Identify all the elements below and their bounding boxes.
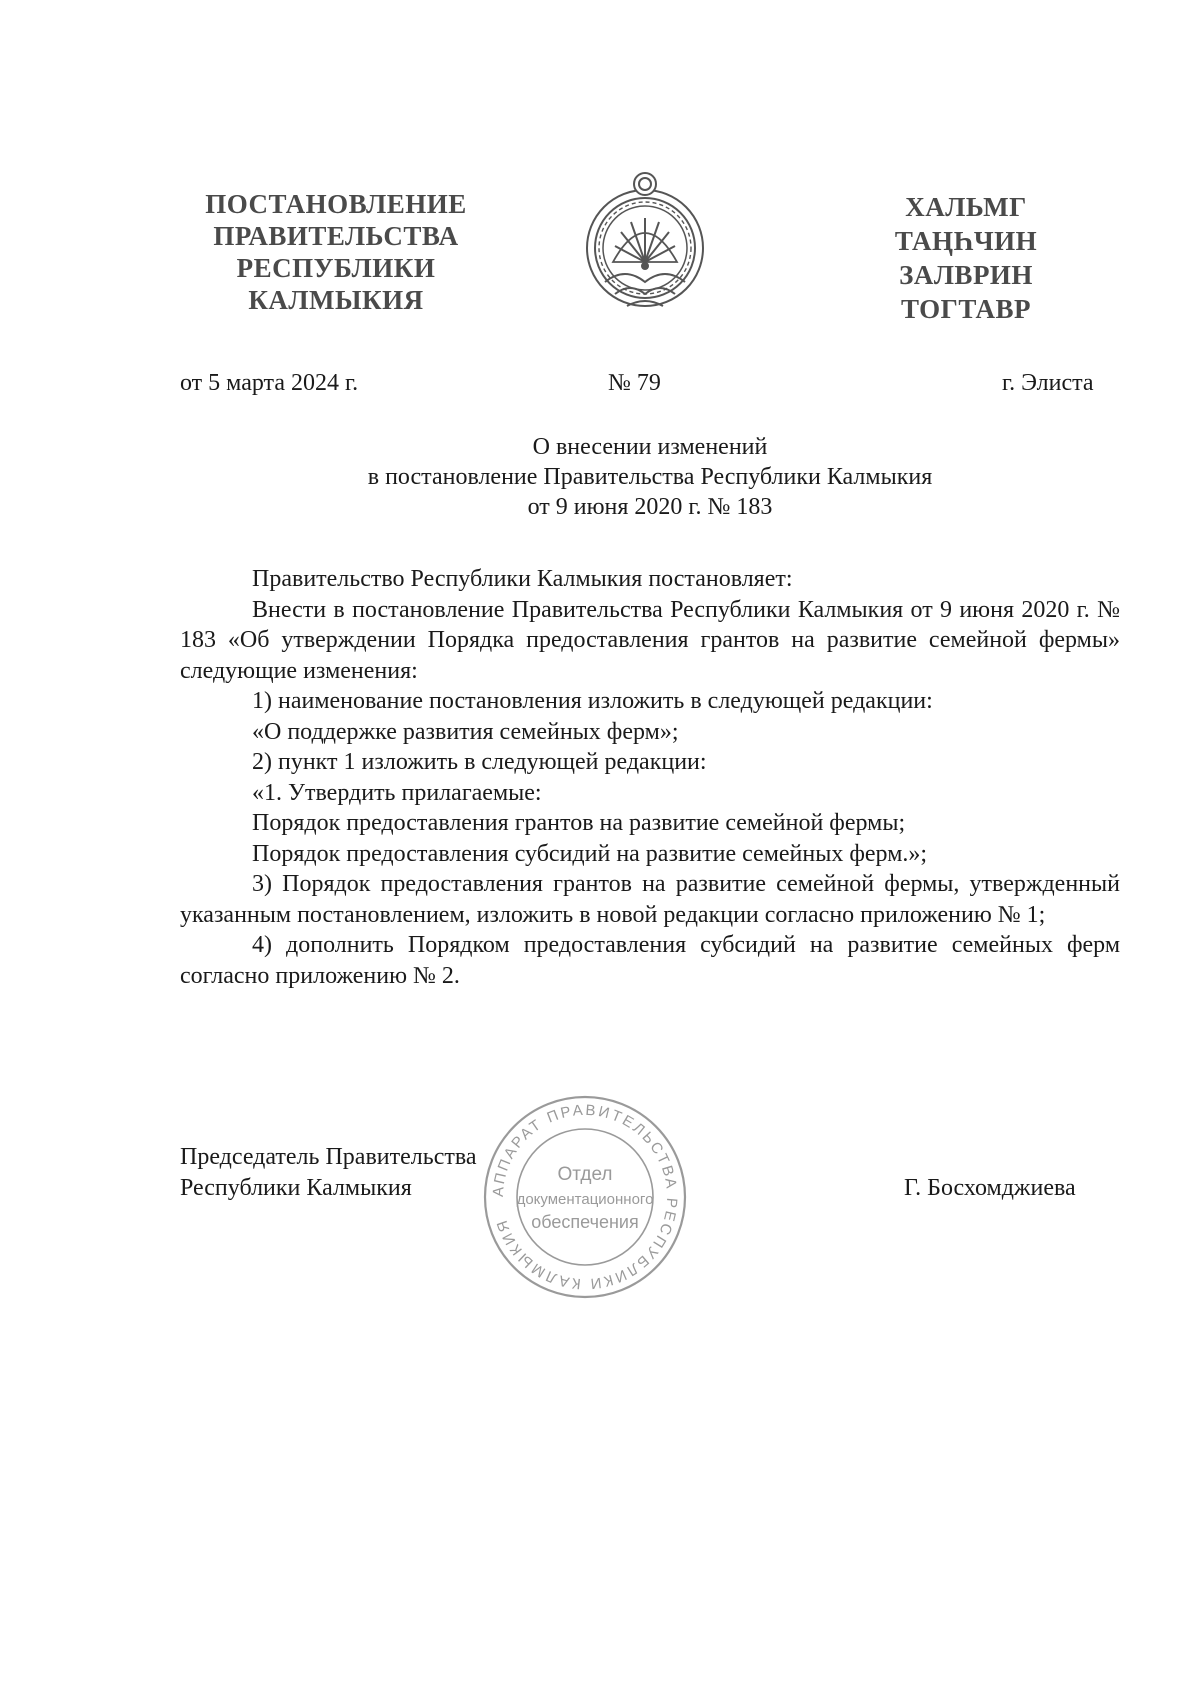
document-number: № 79 — [608, 370, 661, 396]
header-left-line: РЕСПУБЛИКИ — [236, 253, 436, 283]
stamp-center-line: документационного — [516, 1191, 654, 1208]
stamp-center-line: обеспечения — [531, 1212, 639, 1232]
body-paragraph: Правительство Республики Калмыкия постановляет: — [252, 566, 793, 592]
header-right-line: ХАЛЬМГ — [905, 192, 1027, 222]
body-paragraph: 2) пункт 1 изложить в следующей редакции: — [252, 749, 707, 775]
title-line: от 9 июня 2020 г. № 183 — [527, 494, 773, 520]
header-right-line: ЗАЛВРИН — [899, 260, 1033, 290]
signatory-position-line: Республики Калмыкия — [180, 1175, 412, 1201]
signatory-name: Г. Босхомджиева — [904, 1175, 1076, 1201]
signatory-position — [180, 1142, 477, 1204]
header-left-line: КАЛМЫКИЯ — [248, 285, 424, 315]
kalmykia-coat-of-arms-icon — [575, 170, 715, 318]
body-paragraph: «О поддержке развития семейных ферм»; — [252, 718, 679, 745]
body-paragraph: Внести в постановление Правительства Республики Калмыкия от 9 июня 2020 г. № 183 «Об утверждении Порядка предоставления грантов на развитие семейной фермы» следующие изменения: — [180, 596, 1120, 684]
body-paragraph: 1) наименование постановления изложить в следующей редакции: — [252, 688, 933, 714]
header-left-line: ПРАВИТЕЛЬСТВА — [213, 221, 459, 251]
header-right-line: ТАҢҺЧИН — [894, 226, 1038, 256]
body-paragraph: Порядок предоставления грантов на развитие семейной фермы; — [252, 810, 906, 836]
header-russian-title — [196, 188, 476, 316]
signatory-position-line: Председатель Правительства — [180, 1144, 477, 1170]
stamp-center-line: Отдел — [557, 1164, 613, 1185]
body-paragraph: «1. Утвердить прилагаемые: — [252, 779, 542, 806]
document-city: г. Элиста — [1002, 370, 1094, 396]
stamp-ring-text: АППАРАТ ПРАВИТЕЛЬСТВА РЕСПУБЛИКИ КАЛМЫКИЯ — [489, 1101, 681, 1293]
official-stamp-icon — [480, 1092, 690, 1302]
body-paragraph: Порядок предоставления субсидий на развитие семейных ферм.»; — [252, 840, 928, 867]
title-line: О внесении изменений — [532, 434, 768, 460]
header-right-line: ТОГТАВР — [901, 294, 1031, 324]
header-left-line: ПОСТАНОВЛЕНИЕ — [205, 189, 467, 219]
document-body — [180, 564, 1120, 991]
title-line: в постановление Правительства Республики Калмыкия — [367, 464, 933, 490]
document-title — [250, 432, 1050, 522]
document-date: от 5 марта 2024 г. — [180, 370, 359, 396]
body-paragraph: 3) Порядок предоставления грантов на развитие семейной фермы, утвержденный указанным постановлением, изложить в новой редакции согласно приложению № 1; — [180, 871, 1120, 928]
header-kalmyk-title — [876, 190, 1056, 326]
body-paragraph: 4) дополнить Порядком предоставления субсидий на развитие семейных ферм согласно приложению № 2. — [180, 932, 1120, 989]
